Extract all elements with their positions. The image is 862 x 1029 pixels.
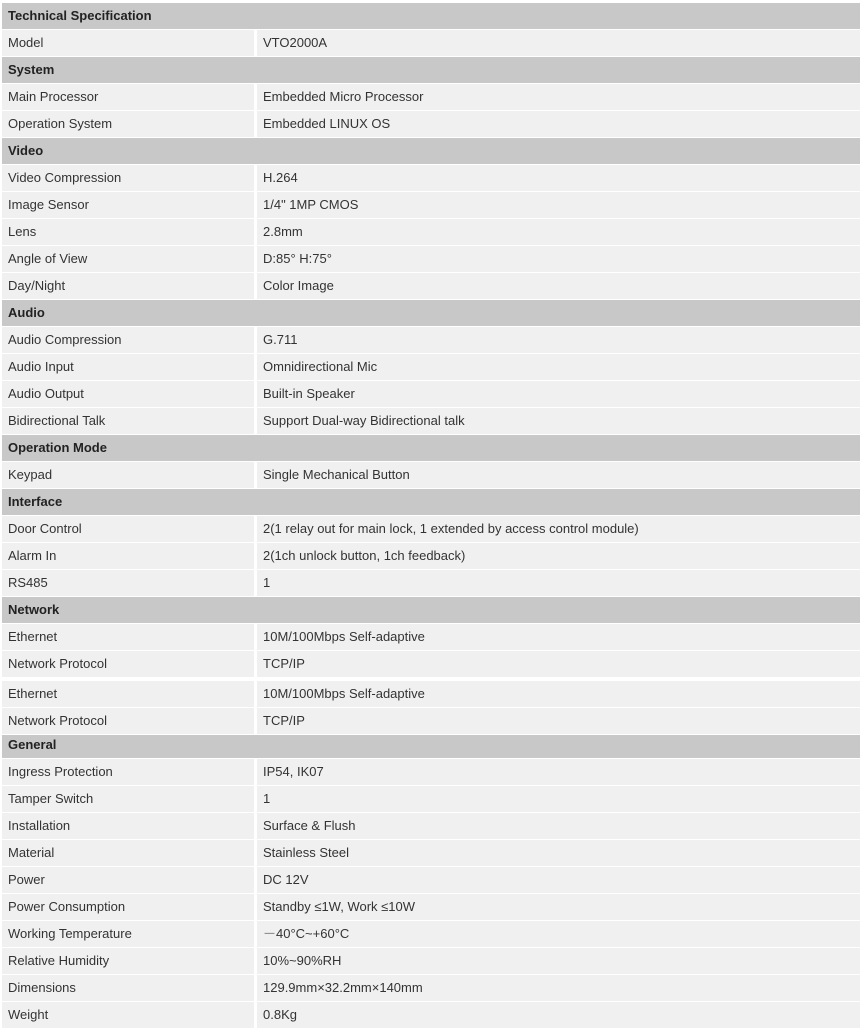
spec-key: Network Protocol (2, 651, 257, 677)
spec-row-power-consumption (2, 894, 860, 921)
spec-row-model (2, 30, 860, 57)
spec-value: Built-in Speaker (257, 381, 860, 407)
spec-row-audio-output (2, 381, 860, 408)
spec-row-keypad (2, 462, 860, 489)
spec-row-rs485 (2, 570, 860, 597)
spec-row-ethernet (2, 624, 860, 651)
spec-key: Working Temperature (2, 921, 257, 947)
spec-key: Audio Compression (2, 327, 257, 353)
spec-value: G.711 (257, 327, 860, 353)
spec-value: Color Image (257, 273, 860, 299)
spec-key: Model (2, 30, 257, 56)
spec-row-lens (2, 219, 860, 246)
section-title: Video (8, 143, 44, 158)
spec-row-network-protocol (2, 708, 860, 735)
spec-value: Single Mechanical Button (257, 462, 860, 488)
spec-row-main-processor (2, 84, 860, 111)
spec-value: 1 (257, 570, 860, 596)
spec-value: Standby ≤1W, Work ≤10W (257, 894, 860, 920)
section-title: General (8, 737, 57, 752)
spec-value: IP54, IK07 (257, 759, 860, 785)
spec-row-bidirectional-talk (2, 408, 860, 435)
section-title: Network (8, 602, 60, 617)
spec-value: TCP/IP (257, 708, 860, 734)
spec-row-audio-compression (2, 327, 860, 354)
section-header-technical-specification (2, 3, 860, 30)
spec-row-alarm-in (2, 543, 860, 570)
spec-row-working-temperature (2, 921, 860, 948)
spec-value: 10M/100Mbps Self-adaptive (257, 624, 860, 650)
spec-key: Ethernet (2, 681, 257, 707)
spec-value: 2.8mm (257, 219, 860, 245)
spec-value: Omnidirectional Mic (257, 354, 860, 380)
spec-value: 2(1ch unlock button, 1ch feedback) (257, 543, 860, 569)
spec-value: 2(1 relay out for main lock, 1 extended by access control module) (257, 516, 860, 542)
section-header-network (2, 597, 860, 624)
spec-key: Audio Input (2, 354, 257, 380)
spec-row-dimensions (2, 975, 860, 1002)
spec-row-installation (2, 813, 860, 840)
spec-row-angle-of-view (2, 246, 860, 273)
spec-row-door-control (2, 516, 860, 543)
spec-key: Angle of View (2, 246, 257, 272)
spec-row-ingress-protection (2, 759, 860, 786)
spec-key: RS485 (2, 570, 257, 596)
spec-value: H.264 (257, 165, 860, 191)
spec-key: Alarm In (2, 543, 257, 569)
spec-key: Audio Output (2, 381, 257, 407)
spec-row-tamper-switch (2, 786, 860, 813)
spec-key: Video Compression (2, 165, 257, 191)
section-title: Interface (8, 494, 63, 509)
spec-row-audio-input (2, 354, 860, 381)
spec-value: 10M/100Mbps Self-adaptive (257, 681, 860, 707)
spec-key: Tamper Switch (2, 786, 257, 812)
section-title: Audio (8, 305, 45, 320)
section-header-operation-mode (2, 435, 860, 462)
spec-key: Keypad (2, 462, 257, 488)
section-title: System (8, 62, 55, 77)
spec-key: Bidirectional Talk (2, 408, 257, 434)
spec-key: Material (2, 840, 257, 866)
spec-key: Power Consumption (2, 894, 257, 920)
spec-row-material (2, 840, 860, 867)
spec-row-operation-system (2, 111, 860, 138)
spec-value: DC 12V (257, 867, 860, 893)
spec-key: Dimensions (2, 975, 257, 1001)
spec-value: D:85° H:75° (257, 246, 860, 272)
spec-value: 0.8Kg (257, 1002, 860, 1028)
spec-value: 129.9mm×32.2mm×140mm (257, 975, 860, 1001)
spec-value: Embedded LINUX OS (257, 111, 860, 137)
spec-key: Door Control (2, 516, 257, 542)
section-title: Technical Specification (8, 8, 152, 23)
spec-value: Surface & Flush (257, 813, 860, 839)
spec-key: Ingress Protection (2, 759, 257, 785)
spec-value: Stainless Steel (257, 840, 860, 866)
spec-key: Relative Humidity (2, 948, 257, 974)
spec-value: －40°C~+60°C (257, 921, 860, 947)
spec-key: Day/Night (2, 273, 257, 299)
spec-key: Weight (2, 1002, 257, 1028)
spec-value: 1/4" 1MP CMOS (257, 192, 860, 218)
spec-key: Lens (2, 219, 257, 245)
spec-value: Support Dual-way Bidirectional talk (257, 408, 860, 434)
section-title: Operation Mode (8, 440, 107, 455)
spec-row-relative-humidity (2, 948, 860, 975)
section-header-video (2, 138, 860, 165)
spec-row-image-sensor (2, 192, 860, 219)
section-header-general (2, 735, 860, 759)
spec-value: TCP/IP (257, 651, 860, 677)
spec-key: Network Protocol (2, 708, 257, 734)
spec-value: Embedded Micro Processor (257, 84, 860, 110)
spec-row-network-protocol (2, 651, 860, 678)
spec-key: Power (2, 867, 257, 893)
spec-table (2, 0, 860, 1029)
spec-value: 10%~90%RH (257, 948, 860, 974)
spec-key: Operation System (2, 111, 257, 137)
spec-value: VTO2000A (257, 30, 860, 56)
spec-row-ethernet (2, 681, 860, 708)
section-header-interface (2, 489, 860, 516)
spec-value: 1 (257, 786, 860, 812)
spec-key: Main Processor (2, 84, 257, 110)
section-header-audio (2, 300, 860, 327)
spec-key: Installation (2, 813, 257, 839)
spec-key: Image Sensor (2, 192, 257, 218)
spec-row-day-night (2, 273, 860, 300)
section-header-system (2, 57, 860, 84)
spec-row-video-compression (2, 165, 860, 192)
spec-row-power (2, 867, 860, 894)
spec-key: Ethernet (2, 624, 257, 650)
